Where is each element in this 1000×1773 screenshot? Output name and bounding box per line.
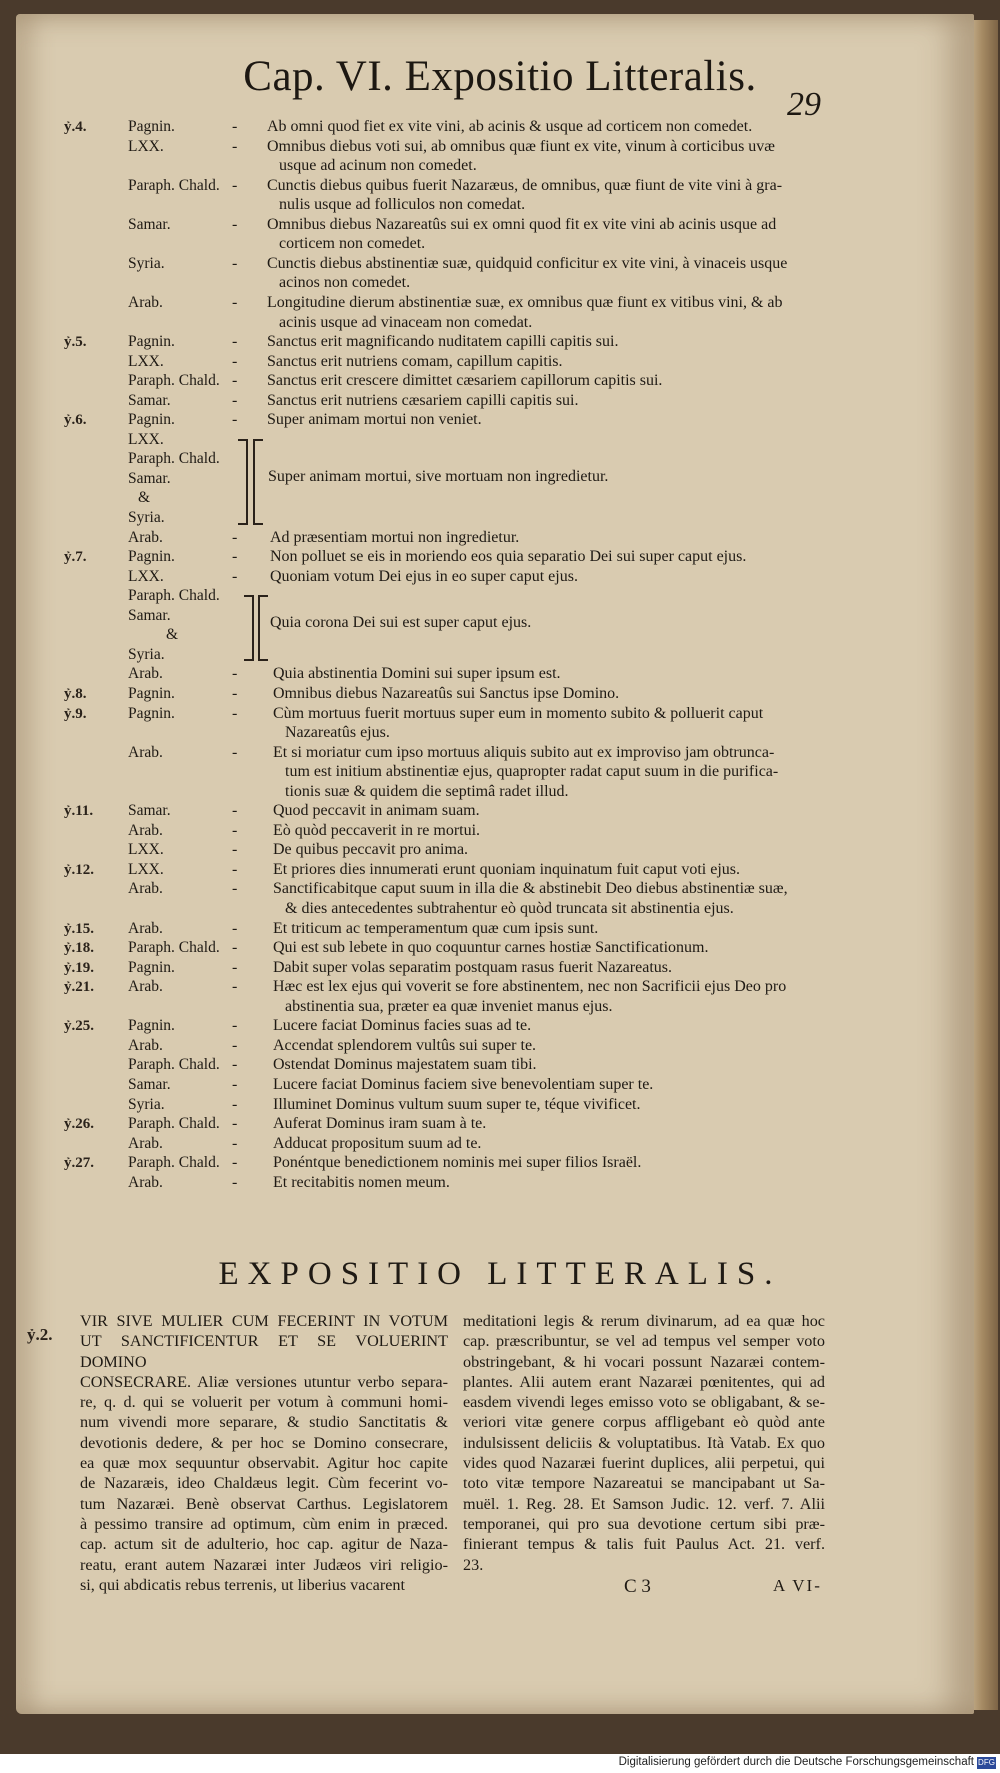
version-name: Paraph. Chald. [128, 1056, 220, 1074]
version-text: Et si moriatur cum ipso mortuus aliquis subito aut ex improviso jam obtrunca- [273, 743, 775, 761]
dash-separator: - [232, 1075, 238, 1093]
version-text: Dabit super volas separatim postquam rasus fuerit Nazareatus. [273, 958, 672, 976]
version-name: LXX. [128, 430, 164, 448]
catchword: A VI- [773, 1576, 822, 1595]
version-text: tionis suæ & quidem die septimâ radet illud. [285, 782, 569, 800]
commentary-line: veriori vitæ genere corpus affligebant eò quòd ante [463, 1413, 825, 1432]
dash-separator: - [232, 352, 238, 370]
commentary-line: temporanei, qui pro sua devotione certum sibi præ- [463, 1514, 825, 1533]
version-name: Samar. [128, 802, 171, 820]
section-title: EXPOSITIO LITTERALIS. [218, 1256, 782, 1292]
dash-separator: - [232, 333, 238, 351]
left-column [80, 1311, 448, 1595]
dash-separator: - [232, 743, 238, 761]
dash-separator: - [232, 684, 238, 702]
version-name: Samar. [128, 469, 171, 487]
version-text: Ponéntque benedictionem nominis mei super filios Israël. [273, 1154, 642, 1172]
version-name: Syria. [128, 509, 165, 526]
version-text: Hæc est lex ejus qui voverit se fore abstinentem, nec non Sacrificii ejus Deo pro [273, 978, 787, 996]
version-text: Ad præsentiam mortui non ingredietur. [270, 528, 520, 546]
version-text: Eò quòd peccaverit in re mortui. [273, 821, 481, 839]
version-text: Sanctus erit magnificando nuditatem capilli capitis sui. [267, 333, 619, 351]
version-text: Super animam mortui non veniet. [267, 411, 482, 429]
commentary-line: tum Nazaræi. Benè observat Carthus. Legislatorem [80, 1494, 448, 1513]
version-text: Ab omni quod fiet ex vite vini, ab acinis & usque ad corticem non comedet. [267, 118, 753, 135]
version-text: Nazareatûs ejus. [285, 724, 390, 742]
version-name: Arab. [128, 919, 163, 937]
version-text: Quia abstinentia Domini sui super ipsum est. [273, 665, 561, 683]
brace-left [244, 595, 254, 661]
version-text: Sanctificabitque caput suum in illa die & abstinebit Deo diebus abstinentiæ suæ, [273, 880, 788, 898]
verse-number: ỷ.26. [64, 1116, 94, 1133]
page-number: 29 [787, 86, 821, 123]
dash-separator: - [232, 919, 238, 937]
version-text: Omnibus diebus Nazareatûs sui ex omni quod fit ex vite vini ab acinis usque ad [267, 215, 777, 233]
version-text: tum est initium abstinentiæ ejus, quapropter radat caput suum in die purifica- [285, 763, 779, 781]
version-name: Samar. [128, 215, 171, 233]
dash-separator: - [232, 704, 238, 722]
commentary-line: re, q. d. qui se voluerit per votum à communi homi- [80, 1393, 448, 1412]
dash-separator: - [232, 841, 238, 859]
version-name: Pagnin. [128, 118, 175, 135]
version-text: usque ad acinum non comedet. [279, 157, 477, 175]
version-name: Paraph. Chald. [128, 1154, 220, 1172]
version-text: Cùm mortuus fuerit mortuus super eum in momento subito & polluerit caput [273, 704, 764, 722]
dash-separator: - [232, 939, 238, 957]
dash-separator: - [232, 880, 238, 898]
commentary-line: meditationi legis & rerum divinarum, ad ea quæ hoc [463, 1312, 825, 1330]
brace-right [258, 595, 268, 661]
commentary-line: num vivendi more separare, & studio Sanctitatis & [80, 1413, 448, 1432]
dash-separator: - [232, 1115, 238, 1133]
version-name: Pagnin. [128, 548, 175, 566]
version-text: Sanctus erit crescere dimittet cæsariem capillorum capitis sui. [267, 372, 663, 390]
dash-separator: - [232, 1095, 238, 1113]
version-name: Arab. [128, 821, 163, 839]
dash-separator: - [232, 1134, 238, 1152]
commentary-line: finierant tempus & talis fuit Paulus Act. 21. verf. [463, 1535, 825, 1554]
verse-number: ỷ.6. [64, 412, 87, 429]
commentary-line: reatu, erant autem Nazaræi inter Judæos viri religio- [80, 1555, 448, 1574]
commentary-line: de Nazaræis, ideo Chaldæus legit. Cùm fecerint vo- [80, 1474, 448, 1493]
commentary-line: toto vitæ tempore Nazareatui se mancipabant ut Sa- [463, 1474, 825, 1493]
verse-number: ỷ.18. [64, 940, 94, 957]
version-text: Quoniam votum Dei ejus in eo super caput ejus. [270, 567, 578, 585]
right-column [463, 1311, 825, 1575]
version-name: Arab. [128, 743, 163, 761]
version-name: Syria. [128, 254, 165, 272]
dash-separator: - [232, 118, 238, 135]
version-text: Cunctis diebus quibus fuerit Nazaræus, de omnibus, quæ fiunt de vite vini à gra- [267, 176, 783, 194]
dash-separator: - [232, 254, 238, 272]
version-name: Arab. [128, 293, 163, 311]
version-text: Et recitabitis nomen meum. [273, 1173, 450, 1191]
dash-separator: - [232, 821, 238, 839]
version-name: Arab. [128, 528, 163, 546]
version-text: Qui est sub lebete in quo coquuntur carnes hostiæ Sanctificationum. [273, 939, 709, 957]
version-name: Arab. [128, 978, 163, 996]
version-text: nulis usque ad folliculos non comedat. [279, 196, 526, 214]
running-head: Cap. VI. Expositio Litteralis. [243, 53, 757, 100]
commentary-line: CONSECRARE. Aliæ versiones utuntur verbo separa- [80, 1372, 448, 1391]
version-text: Sanctus erit nutriens cæsariem capilli capitis sui. [267, 391, 579, 409]
left-col-verse: ỷ.2. [27, 1325, 53, 1344]
verse-number: ỷ.4. [64, 119, 87, 135]
version-text: acinos non comedet. [279, 274, 411, 292]
dash-separator: - [232, 802, 238, 820]
commentary-line: cap. præscribuntur, se vel ad tempus vel semper voto [463, 1332, 825, 1351]
version-name: Pagnin. [128, 1017, 175, 1035]
version-name: Pagnin. [128, 704, 175, 722]
commentary-line: VIR SIVE MULIER CUM FECERINT IN VOTUM [80, 1312, 448, 1330]
version-name: LXX. [128, 137, 164, 155]
dash-separator: - [232, 176, 238, 194]
version-name: Arab. [128, 1173, 163, 1191]
dash-separator: - [232, 1056, 238, 1074]
dash-separator: - [232, 1017, 238, 1035]
verse-number: ỷ.5. [64, 334, 87, 351]
commentary-line: UT SANCTIFICENTUR ET SE VOLUERINT DOMINO [80, 1332, 448, 1371]
version-name: & [166, 626, 179, 644]
version-name: Paraph. Chald. [128, 1115, 220, 1133]
commentary-line: devotionis dedere, & per hoc se Domino consecrare, [80, 1433, 448, 1452]
commentary-line: ea quæ mox sequuntur observabit. Agitur hoc capite [80, 1454, 448, 1473]
version-text: Quod peccavit in animam suam. [273, 802, 480, 820]
commentary-line: si, qui abdicatis rebus terrenis, ut liberius vacarent [80, 1575, 405, 1594]
version-name: Paraph. Chald. [128, 372, 220, 390]
dash-separator: - [232, 1173, 238, 1191]
verse-number: ỷ.8. [64, 685, 87, 702]
dash-separator: - [232, 665, 238, 683]
dash-separator: - [232, 567, 238, 585]
version-text: Omnibus diebus Nazareatûs sui Sanctus ipse Domino. [273, 684, 620, 702]
version-name: Paraph. Chald. [128, 176, 220, 194]
verse-number: ỷ.19. [64, 959, 94, 976]
commentary-line: à pessimo transire ad optimum, cùm enim in præced. [80, 1514, 448, 1533]
version-name: Pagnin. [128, 684, 175, 702]
dash-separator: - [232, 293, 238, 311]
version-name: Syria. [128, 1095, 165, 1113]
dash-separator: - [232, 372, 238, 390]
version-name: Arab. [128, 880, 163, 898]
version-text: Lucere faciat Dominus faciem sive benevolentiam super te. [273, 1075, 654, 1093]
version-name: Syria. [128, 645, 165, 663]
version-name: LXX. [128, 860, 164, 878]
version-name: Paraph. Chald. [128, 587, 220, 605]
commentary-line: muël. 1. Reg. 28. Et Samson Judic. 12. verf. 7. Alii [463, 1494, 825, 1513]
version-name: Paraph. Chald. [128, 939, 220, 957]
commentary-line: easdem vivendi leges emisso voto se obligabant, & se- [463, 1393, 825, 1412]
version-text: Cunctis diebus abstinentiæ suæ, quidquid conficitur ex vite vini, à vinaceis usque [267, 254, 788, 272]
verse-number: ỷ.7. [64, 549, 87, 566]
version-name: Arab. [128, 1036, 163, 1054]
brace-right [253, 439, 263, 525]
version-name: Samar. [128, 1075, 171, 1093]
version-text: Accendat splendorem vultûs sui super te. [273, 1036, 537, 1054]
dash-separator: - [232, 411, 238, 429]
version-text: Sanctus erit nutriens comam, capillum capitis. [267, 352, 563, 370]
dash-separator: - [232, 528, 238, 546]
commentary-line: vides quod Nazaræi fuerint duplices, alii perpetui, qui [463, 1454, 825, 1473]
commentary-line: indulsissent deliciis & voluptatibus. Ità Vatab. Ex quo [463, 1433, 825, 1452]
version-name: LXX. [128, 841, 164, 859]
dash-separator: - [232, 1036, 238, 1054]
footer-text: Digitalisierung gefördert durch die Deutsche Forschungsgemeinschaft [618, 1756, 974, 1768]
version-text: Ostendat Dominus majestatem suam tibi. [273, 1056, 537, 1074]
version-name: LXX. [128, 352, 164, 370]
verse-number: ỷ.21. [64, 979, 94, 996]
verse-number: ỷ.9. [64, 705, 87, 722]
version-text: De quibus peccavit pro anima. [273, 841, 469, 859]
version-name: Paraph. Chald. [128, 450, 220, 468]
brace-left [238, 439, 248, 525]
version-text: Et triticum ac temperamentum quæ cum ipsis sunt. [273, 919, 599, 937]
version-text: Lucere faciat Dominus facies suas ad te. [273, 1017, 532, 1035]
verse-number: ỷ.27. [64, 1155, 94, 1172]
version-name: Arab. [128, 1134, 163, 1152]
version-name: Pagnin. [128, 958, 175, 976]
version-text: Illuminet Dominus vultum suum super te, téque vivificet. [273, 1095, 641, 1113]
commentary-line: 23. [463, 1555, 484, 1574]
page-edge [972, 20, 998, 1710]
dash-separator: - [232, 978, 238, 996]
dfg-logo: DFG [978, 1758, 995, 1767]
version-name: Pagnin. [128, 333, 175, 351]
version-text: Quia corona Dei sui est super caput ejus. [270, 614, 532, 632]
dash-separator: - [232, 215, 238, 233]
version-name: LXX. [128, 567, 164, 585]
version-name: Samar. [128, 606, 171, 624]
version-text: Longitudine dierum abstinentiæ suæ, ex omnibus quæ fiunt ex vitibus vini, & ab [267, 293, 783, 311]
verse-number: ỷ.15. [64, 920, 94, 937]
version-text: Et priores dies innumerati erunt quoniam inquinatum fuit caput voti ejus. [273, 860, 741, 878]
version-text: Adducat propositum suum ad te. [273, 1134, 482, 1152]
dash-separator: - [232, 548, 238, 566]
commentary-line: cap. actum sit de adulterio, hoc cap. agitur de Naza- [80, 1535, 448, 1554]
version-text: abstinentia sua, præter ea quæ inveniet manus ejus. [285, 997, 613, 1015]
signature-mark: C 3 [624, 1576, 651, 1597]
version-text: Auferat Dominus iram suam à te. [273, 1115, 487, 1133]
version-text: acinis usque ad vinaceam non comedat. [279, 313, 533, 331]
verse-number: ỷ.11. [64, 803, 94, 820]
commentary-line: obstringebant, & hi vocari possunt Nazaræi contem- [463, 1352, 825, 1371]
version-text: Omnibus diebus voti sui, ab omnibus quæ fiunt ex vite, vinum à corticibus uvæ [267, 137, 775, 155]
version-text: & dies antecedentes subtrahentur eò quòd truncata sit abstinentia ejus. [285, 900, 734, 917]
version-name: Samar. [128, 391, 171, 409]
dash-separator: - [232, 958, 238, 976]
dash-separator: - [232, 391, 238, 409]
version-name: & [138, 489, 151, 507]
version-text: Non polluet se eis in moriendo eos quia separatio Dei sui super caput ejus. [270, 548, 747, 566]
version-text: Super animam mortui, sive mortuam non ingredietur. [268, 467, 609, 485]
verse-number: ỷ.12. [64, 861, 94, 878]
version-text: corticem non comedet. [279, 235, 426, 253]
dash-separator: - [232, 137, 238, 155]
version-name: Pagnin. [128, 411, 175, 429]
commentary-line: plantes. Alii autem erant Nazaræi pœnitentes, qui ad [463, 1372, 825, 1391]
dash-separator: - [232, 1154, 238, 1172]
verse-number: ỷ.25. [64, 1018, 94, 1035]
version-name: Arab. [128, 665, 163, 683]
dash-separator: - [232, 860, 238, 878]
